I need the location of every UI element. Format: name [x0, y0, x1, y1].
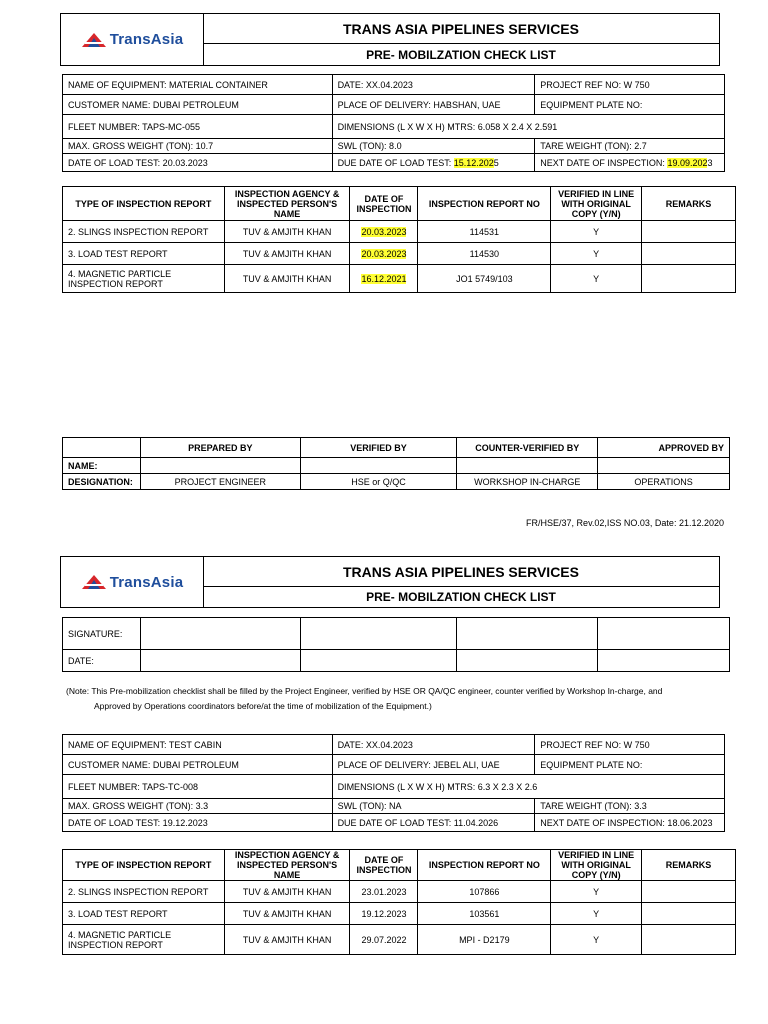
equipment-row	[63, 139, 725, 154]
dimensions: DIMENSIONS (L X W X H) MTRS: 6.058 X 2.4 X 2.591	[332, 115, 724, 139]
project-ref: PROJECT REF NO: W 750	[535, 735, 725, 755]
approval-table	[62, 437, 730, 490]
approved-by-header: APPROVED BY	[598, 438, 730, 458]
place-of-delivery: PLACE OF DELIVERY: JEBEL ALI, UAE	[332, 755, 535, 775]
inspection-date: 23.01.2023	[350, 881, 418, 903]
signature-table	[62, 617, 730, 672]
signature-date-row	[63, 650, 730, 672]
table-row	[63, 265, 736, 293]
approval-name-row	[63, 458, 730, 474]
transasia-logo-icon	[81, 32, 107, 48]
transasia-logo-icon	[81, 574, 107, 590]
inspection-date-highlight: 16.12.2021	[361, 273, 407, 284]
inspection-report-no: 114531	[418, 221, 551, 243]
approval-header-row	[63, 438, 730, 458]
document-title: PRE- MOBILZATION CHECK LIST	[366, 47, 556, 62]
due-highlight: 15.12.202	[453, 157, 494, 168]
signature-cell	[598, 618, 730, 650]
date-cell	[457, 650, 598, 672]
col-type: TYPE OF INSPECTION REPORT	[63, 850, 225, 881]
col-report-no: INSPECTION REPORT NO	[418, 850, 551, 881]
table-header-row	[63, 850, 736, 881]
equipment-row	[63, 115, 725, 139]
load-test-date: DATE OF LOAD TEST: 19.12.2023	[63, 814, 333, 832]
checklist-date: DATE: XX.04.2023	[332, 735, 535, 755]
customer-name: CUSTOMER NAME: DUBAI PETROLEUM	[63, 95, 333, 115]
equipment-name: NAME OF EQUIPMENT: MATERIAL CONTAINER	[63, 75, 333, 95]
document-header	[60, 13, 720, 66]
equipment-plate-no: EQUIPMENT PLATE NO:	[535, 755, 725, 775]
document-title: PRE- MOBILZATION CHECK LIST	[366, 590, 556, 604]
col-date: DATE OF INSPECTION	[350, 187, 418, 221]
note-line-2: Approved by Operations coordinators before/at the time of mobilization of the Equipment.)	[94, 701, 432, 711]
inspection-type: 4. MAGNETIC PARTICLE INSPECTION REPORT	[63, 265, 225, 293]
inspection-date	[350, 265, 418, 293]
equipment-row	[63, 95, 725, 115]
verified-flag: Y	[551, 243, 642, 265]
table-row	[63, 221, 736, 243]
equipment-details-table	[62, 74, 725, 172]
inspection-type: 2. SLINGS INSPECTION REPORT	[63, 881, 225, 903]
inspection-agency: TUV & AMJITH KHAN	[224, 881, 350, 903]
col-verified: VERIFIED IN LINE WITH ORIGINAL COPY (Y/N)	[551, 850, 642, 881]
signature-label: SIGNATURE:	[63, 618, 141, 650]
fleet-number: FLEET NUMBER: TAPS-TC-008	[63, 775, 333, 799]
designation-label: DESIGNATION:	[63, 474, 141, 490]
name-label: NAME:	[63, 458, 141, 474]
remarks	[642, 243, 736, 265]
company-name: TRANS ASIA PIPELINES SERVICES	[203, 14, 719, 44]
signature-cell	[300, 618, 457, 650]
designation-verified: HSE or Q/QC	[300, 474, 457, 490]
verified-by-header: VERIFIED BY	[300, 438, 457, 458]
due-load-test-date	[332, 154, 535, 172]
remarks	[642, 903, 736, 925]
date-cell	[140, 650, 300, 672]
form-reference: FR/HSE/37, Rev.02,ISS NO.03, Date: 21.12.2020	[526, 518, 724, 528]
col-type: TYPE OF INSPECTION REPORT	[63, 187, 225, 221]
table-header-row	[63, 187, 736, 221]
verified-flag: Y	[551, 221, 642, 243]
checklist-date: DATE: XX.04.2023	[332, 75, 535, 95]
name-cell	[140, 458, 300, 474]
next-inspection-date: NEXT DATE OF INSPECTION: 18.06.2023	[535, 814, 725, 832]
next-highlight: 19.09.202	[667, 157, 708, 168]
col-verified: VERIFIED IN LINE WITH ORIGINAL COPY (Y/N)	[551, 187, 642, 221]
next-inspection-date	[535, 154, 725, 172]
due-load-test-date: DUE DATE OF LOAD TEST: 11.04.2026	[332, 814, 535, 832]
counter-verified-by-header: COUNTER-VERIFIED BY	[457, 438, 598, 458]
col-date: DATE OF INSPECTION	[350, 850, 418, 881]
col-remarks: REMARKS	[642, 187, 736, 221]
equipment-row	[63, 735, 725, 755]
name-cell	[300, 458, 457, 474]
equipment-row	[63, 755, 725, 775]
verified-flag: Y	[551, 881, 642, 903]
logo-text: TransAsia	[109, 573, 184, 591]
inspection-report-no: 107866	[418, 881, 551, 903]
equipment-details-table	[62, 734, 725, 832]
logo-text: TransAsia	[109, 31, 184, 48]
name-cell	[598, 458, 730, 474]
mobilization-note	[66, 684, 726, 714]
inspection-agency: TUV & AMJITH KHAN	[224, 903, 350, 925]
equipment-row	[63, 775, 725, 799]
inspection-reports-table	[62, 186, 736, 293]
equipment-row	[63, 799, 725, 814]
max-gross-weight: MAX. GROSS WEIGHT (TON): 3.3	[63, 799, 333, 814]
fleet-number: FLEET NUMBER: TAPS-MC-055	[63, 115, 333, 139]
remarks	[642, 925, 736, 955]
inspection-agency: TUV & AMJITH KHAN	[224, 265, 350, 293]
date-label: DATE:	[63, 650, 141, 672]
col-agency: INSPECTION AGENCY & INSPECTED PERSON'S NAME	[224, 850, 350, 881]
designation-approved: OPERATIONS	[598, 474, 730, 490]
table-row	[63, 925, 736, 955]
designation-prepared: PROJECT ENGINEER	[140, 474, 300, 490]
swl: SWL (TON): NA	[332, 799, 535, 814]
table-row	[63, 881, 736, 903]
customer-name: CUSTOMER NAME: DUBAI PETROLEUM	[63, 755, 333, 775]
company-name: TRANS ASIA PIPELINES SERVICES	[203, 557, 719, 587]
company-logo	[61, 557, 204, 607]
next-label: NEXT DATE OF INSPECTION:	[540, 157, 668, 168]
approval-corner	[63, 438, 141, 458]
place-of-delivery: PLACE OF DELIVERY: HABSHAN, UAE	[332, 95, 535, 115]
inspection-type: 3. LOAD TEST REPORT	[63, 243, 225, 265]
col-agency: INSPECTION AGENCY & INSPECTED PERSON'S NAME	[224, 187, 350, 221]
inspection-agency: TUV & AMJITH KHAN	[224, 925, 350, 955]
inspection-date: 29.07.2022	[350, 925, 418, 955]
inspection-type: 2. SLINGS INSPECTION REPORT	[63, 221, 225, 243]
verified-flag: Y	[551, 925, 642, 955]
tare-weight: TARE WEIGHT (TON): 2.7	[535, 139, 725, 154]
date-cell	[300, 650, 457, 672]
signature-cell	[140, 618, 300, 650]
equipment-row	[63, 814, 725, 832]
approval-designation-row	[63, 474, 730, 490]
inspection-type: 4. MAGNETIC PARTICLE INSPECTION REPORT	[63, 925, 225, 955]
load-test-date: DATE OF LOAD TEST: 20.03.2023	[63, 154, 333, 172]
note-line-1: (Note: This Pre-mobilization checklist shall be filled by the Project Engineer, verified by HSE OR QA/QC engineer, counter verified by Workshop In-charge, and	[66, 686, 663, 696]
col-remarks: REMARKS	[642, 850, 736, 881]
table-row	[63, 243, 736, 265]
company-logo	[61, 14, 204, 65]
max-gross-weight: MAX. GROSS WEIGHT (TON): 10.7	[63, 139, 333, 154]
document-header	[60, 556, 720, 608]
signature-cell	[457, 618, 598, 650]
remarks	[642, 881, 736, 903]
remarks	[642, 265, 736, 293]
equipment-row	[63, 75, 725, 95]
inspection-date	[350, 243, 418, 265]
project-ref: PROJECT REF NO: W 750	[535, 75, 725, 95]
inspection-report-no: 103561	[418, 903, 551, 925]
inspection-reports-table	[62, 849, 736, 955]
swl: SWL (TON): 8.0	[332, 139, 535, 154]
table-row	[63, 903, 736, 925]
inspection-agency: TUV & AMJITH KHAN	[224, 243, 350, 265]
name-cell	[457, 458, 598, 474]
inspection-report-no: JO1 5749/103	[418, 265, 551, 293]
next-tail: 3	[707, 157, 713, 168]
due-tail: 5	[493, 157, 499, 168]
designation-counter-verified: WORKSHOP IN-CHARGE	[457, 474, 598, 490]
signature-row	[63, 618, 730, 650]
verified-flag: Y	[551, 265, 642, 293]
inspection-report-no: 114530	[418, 243, 551, 265]
inspection-agency: TUV & AMJITH KHAN	[224, 221, 350, 243]
remarks	[642, 221, 736, 243]
due-label: DUE DATE OF LOAD TEST:	[337, 157, 454, 168]
equipment-plate-no: EQUIPMENT PLATE NO:	[535, 95, 725, 115]
equipment-name: NAME OF EQUIPMENT: TEST CABIN	[63, 735, 333, 755]
inspection-report-no: MPI - D2179	[418, 925, 551, 955]
tare-weight: TARE WEIGHT (TON): 3.3	[535, 799, 725, 814]
verified-flag: Y	[551, 903, 642, 925]
inspection-date	[350, 221, 418, 243]
inspection-date: 19.12.2023	[350, 903, 418, 925]
prepared-by-header: PREPARED BY	[140, 438, 300, 458]
col-report-no: INSPECTION REPORT NO	[418, 187, 551, 221]
dimensions: DIMENSIONS (L X W X H) MTRS: 6.3 X 2.3 X 2.6	[332, 775, 724, 799]
date-cell	[598, 650, 730, 672]
inspection-date-highlight: 20.03.2023	[361, 248, 407, 259]
inspection-date-highlight: 20.03.2023	[361, 226, 407, 237]
equipment-row	[63, 154, 725, 172]
inspection-type: 3. LOAD TEST REPORT	[63, 903, 225, 925]
